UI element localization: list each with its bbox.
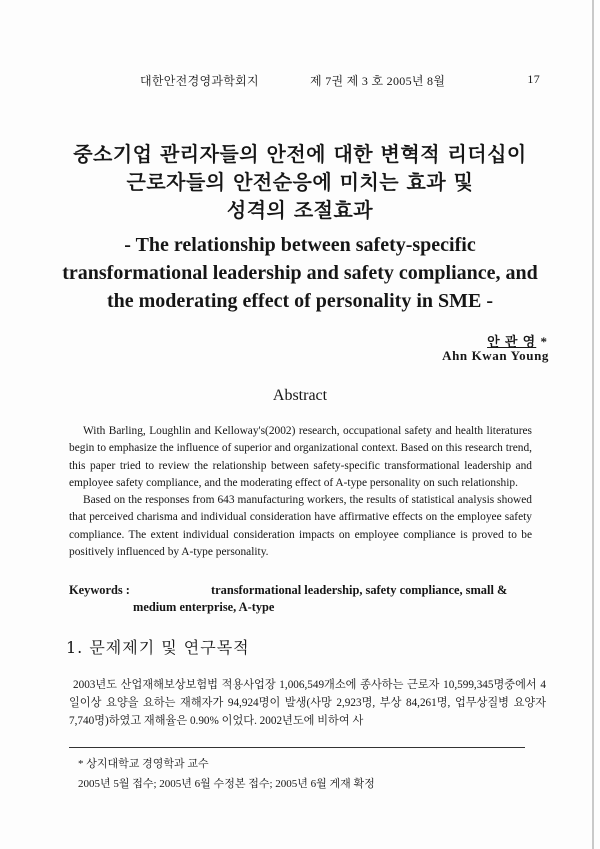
issue-info: 제 7권 제 3 호 2005년 8월	[310, 74, 446, 88]
section-heading: 1. 문제제기 및 연구목적	[66, 638, 250, 657]
abstract-paragraph: With Barling, Loughlin and Kelloway's(2002) research, occupational safety and health literatures begin to emphasize the influence of superior and organizational context. Based on this research trend, this paper tried to review the relationship between safety-specific transformational leadership and employee safety compliance, and the moderating effect of A-type personality on such relationship.	[69, 425, 532, 489]
page-edge	[592, 0, 594, 849]
korean-title	[40, 140, 560, 224]
footnote-divider	[69, 747, 525, 748]
abstract-body	[69, 423, 532, 561]
korean-title-line: 근로자들의 안전순응에 미치는 효과 및	[126, 170, 474, 194]
footnote	[78, 754, 528, 794]
running-header	[140, 72, 540, 90]
english-title-line: - The relationship between safety-specific	[124, 234, 476, 256]
korean-title-line: 성격의 조절효과	[226, 198, 374, 222]
footnote-affiliation: * 상지대학교 경영학과 교수	[78, 758, 209, 770]
english-title	[40, 231, 560, 315]
keywords-text: transformational leadership, safety compliance, small & medium enterprise, A-type	[133, 583, 508, 614]
abstract-paragraph: Based on the responses from 643 manufacturing workers, the results of statistical analysis showed that perceived charisma and individual consideration have affirmative effects on the employee safety compliance. The extent individual consideration impacts on employee compliance is proved to be positively influenced by A-type personality.	[69, 494, 532, 559]
body-paragraph: 2003년도 산업재해보상보험법 적용사업장 1,006,549개소에 종사하는 근로자 10,599,345명중에서 4일이상 요양을 요하는 재해자가 94,924명이 발생(사망 2,923명, 부상 84,261명, 업무상질병 요양자 7,740명)하였고 재해율은 0.90% 이었다. 2002년도에 비하여 사	[69, 679, 546, 727]
keywords-label: Keywords :	[69, 583, 130, 597]
journal-name: 대한안전경영과학회지	[140, 74, 259, 88]
page-number: 17	[527, 72, 540, 86]
footnote-dates: 2005년 5월 접수; 2005년 6월 수정본 접수; 2005년 6월 게재 확정	[78, 778, 375, 790]
author-name-ko: 안 관 영	[487, 334, 537, 349]
english-title-line: the moderating effect of personality in SME -	[106, 290, 494, 312]
section-body	[69, 676, 546, 730]
english-title-line: transformational leadership and safety compliance, and	[62, 262, 538, 284]
author-name-en: Ahn Kwan Young	[442, 348, 549, 363]
korean-title-line: 중소기업 관리자들의 안전에 대한 변혁적 리더십이	[73, 142, 527, 166]
author-marker: *	[536, 334, 548, 349]
abstract-heading: Abstract	[272, 387, 328, 404]
